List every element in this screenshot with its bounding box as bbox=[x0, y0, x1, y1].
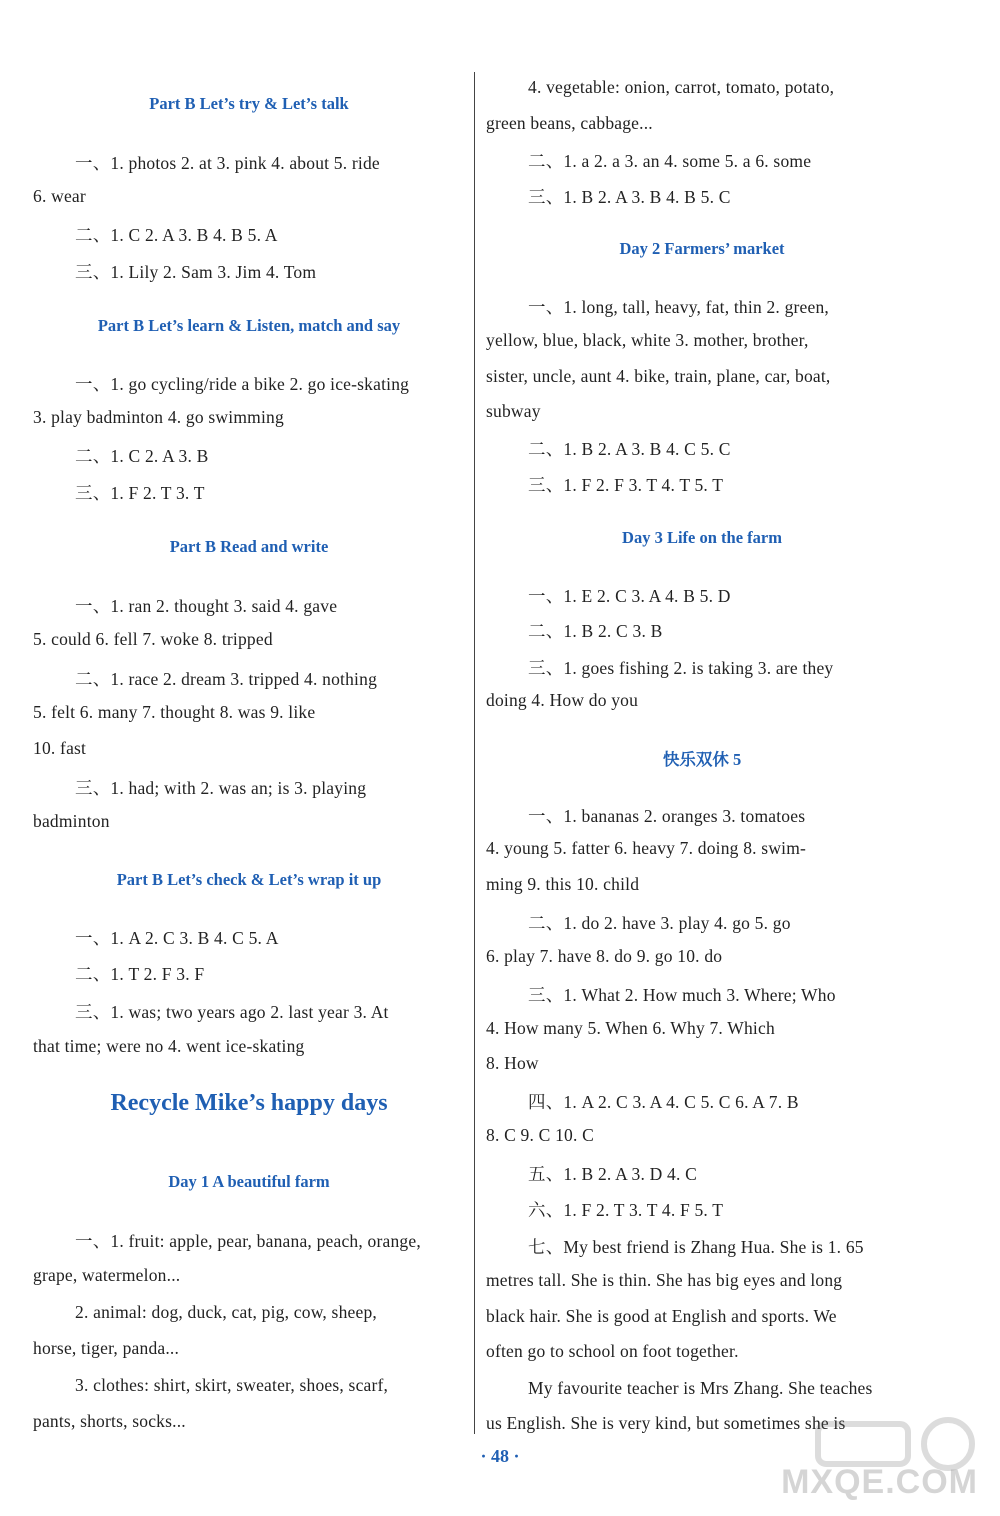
answer-line: 三、1. B 2. A 3. B 4. B 5. C bbox=[528, 187, 731, 207]
answer-line: 5. felt 6. many 7. thought 8. was 9. like bbox=[33, 702, 316, 722]
answer-line: 一、1. E 2. C 3. A 4. B 5. D bbox=[528, 586, 731, 606]
answer-line: 六、1. F 2. T 3. T 4. F 5. T bbox=[528, 1200, 724, 1220]
answer-line: 二、1. T 2. F 3. F bbox=[75, 964, 205, 984]
answer-line: 一、1. bananas 2. oranges 3. tomatoes bbox=[528, 806, 806, 826]
section-heading: Part B Read and write bbox=[169, 537, 329, 556]
section-heading: Part B Let’s try & Let’s talk bbox=[149, 94, 349, 113]
answer-line: subway bbox=[486, 401, 541, 421]
answer-line: 一、1. long, tall, heavy, fat, thin 2. green, bbox=[528, 297, 830, 317]
answer-line: 4. young 5. fatter 6. heavy 7. doing 8. swim- bbox=[486, 838, 807, 858]
answer-line: ming 9. this 10. child bbox=[486, 874, 640, 894]
unit-heading: Recycle Mike’s happy days bbox=[110, 1090, 388, 1116]
answer-line: yellow, blue, black, white 3. mother, brother, bbox=[486, 330, 809, 350]
answer-line: green beans, cabbage... bbox=[486, 113, 653, 133]
answer-line: 2. animal: dog, duck, cat, pig, cow, sheep, bbox=[75, 1302, 377, 1322]
answer-line: 一、1. go cycling/ride a bike 2. go ice-skating bbox=[75, 374, 410, 394]
answer-line: metres tall. She is thin. She has big eyes and long bbox=[486, 1270, 843, 1290]
answer-line: My favourite teacher is Mrs Zhang. She teaches bbox=[528, 1378, 873, 1398]
answer-line: 10. fast bbox=[33, 738, 87, 758]
answer-line: 三、1. had; with 2. was an; is 3. playing bbox=[75, 778, 367, 798]
answer-line: us English. She is very kind, but sometimes she is bbox=[486, 1413, 846, 1433]
watermark-text: MXQE.COM bbox=[781, 1463, 978, 1501]
answer-line: 8. C 9. C 10. C bbox=[486, 1125, 595, 1145]
answer-line: 二、1. C 2. A 3. B 4. B 5. A bbox=[75, 225, 278, 245]
answer-line: 6. play 7. have 8. do 9. go 10. do bbox=[486, 946, 723, 966]
answer-line: 3. clothes: shirt, skirt, sweater, shoes, scarf, bbox=[75, 1375, 389, 1395]
answer-line: 四、1. A 2. C 3. A 4. C 5. C 6. A 7. B bbox=[528, 1092, 799, 1112]
answer-line: 三、1. F 2. T 3. T bbox=[75, 483, 205, 503]
answer-line: that time; were no 4. went ice-skating bbox=[33, 1036, 305, 1056]
answer-line: 二、1. C 2. A 3. B bbox=[75, 446, 209, 466]
answer-line: doing 4. How do you bbox=[486, 690, 639, 710]
answer-line: 七、My best friend is Zhang Hua. She is 1. 65 bbox=[528, 1237, 864, 1257]
answer-line: 三、1. was; two years ago 2. last year 3. At bbox=[75, 1002, 389, 1022]
section-heading: Day 1 A beautiful farm bbox=[168, 1172, 330, 1191]
answer-line: grape, watermelon... bbox=[33, 1265, 181, 1285]
answer-line: 三、1. What 2. How much 3. Where; Who bbox=[528, 985, 836, 1005]
answer-line: 4. How many 5. When 6. Why 7. Which bbox=[486, 1018, 775, 1038]
answer-line: 5. could 6. fell 7. woke 8. tripped bbox=[33, 629, 273, 649]
answer-line: 一、1. ran 2. thought 3. said 4. gave bbox=[75, 596, 338, 616]
answer-line: 三、1. Lily 2. Sam 3. Jim 4. Tom bbox=[75, 262, 317, 282]
answer-line: 4. vegetable: onion, carrot, tomato, potato, bbox=[528, 77, 835, 97]
answer-line: black hair. She is good at English and sports. We bbox=[486, 1306, 837, 1326]
answer-line: badminton bbox=[33, 811, 110, 831]
answer-line: 一、1. fruit: apple, pear, banana, peach, orange, bbox=[75, 1231, 421, 1251]
answer-line: 二、1. race 2. dream 3. tripped 4. nothing bbox=[75, 669, 378, 689]
answer-line: 二、1. B 2. A 3. B 4. C 5. C bbox=[528, 439, 731, 459]
answer-line: 二、1. a 2. a 3. an 4. some 5. a 6. some bbox=[528, 151, 812, 171]
answer-line: 6. wear bbox=[33, 186, 86, 206]
answer-line: 一、1. photos 2. at 3. pink 4. about 5. ride bbox=[75, 153, 380, 173]
column-divider bbox=[474, 72, 475, 1434]
answer-line: 三、1. F 2. F 3. T 4. T 5. T bbox=[528, 475, 724, 495]
answer-line: 五、1. B 2. A 3. D 4. C bbox=[528, 1164, 698, 1184]
section-heading: Part B Let’s learn & Listen, match and say bbox=[97, 316, 401, 335]
answer-line: 一、1. A 2. C 3. B 4. C 5. A bbox=[75, 928, 279, 948]
section-heading: Part B Let’s check & Let’s wrap it up bbox=[116, 870, 382, 889]
answer-line: 3. play badminton 4. go swimming bbox=[33, 407, 284, 427]
answer-line: often go to school on foot together. bbox=[486, 1341, 739, 1361]
answer-line: 三、1. goes fishing 2. is taking 3. are they bbox=[528, 658, 834, 678]
section-heading: Day 3 Life on the farm bbox=[622, 528, 782, 547]
section-heading: Day 2 Farmers’ market bbox=[619, 239, 785, 258]
section-heading: 快乐双休 5 bbox=[662, 750, 742, 769]
answer-line: 8. How bbox=[486, 1053, 539, 1073]
answer-line: horse, tiger, panda... bbox=[33, 1338, 180, 1358]
answer-line: 二、1. do 2. have 3. play 4. go 5. go bbox=[528, 913, 791, 933]
page-number: · 48 · bbox=[480, 1446, 520, 1466]
answer-line: sister, uncle, aunt 4. bike, train, plane, car, boat, bbox=[486, 366, 831, 386]
answer-line: 二、1. B 2. C 3. B bbox=[528, 621, 663, 641]
answer-line: pants, shorts, socks... bbox=[33, 1411, 186, 1431]
